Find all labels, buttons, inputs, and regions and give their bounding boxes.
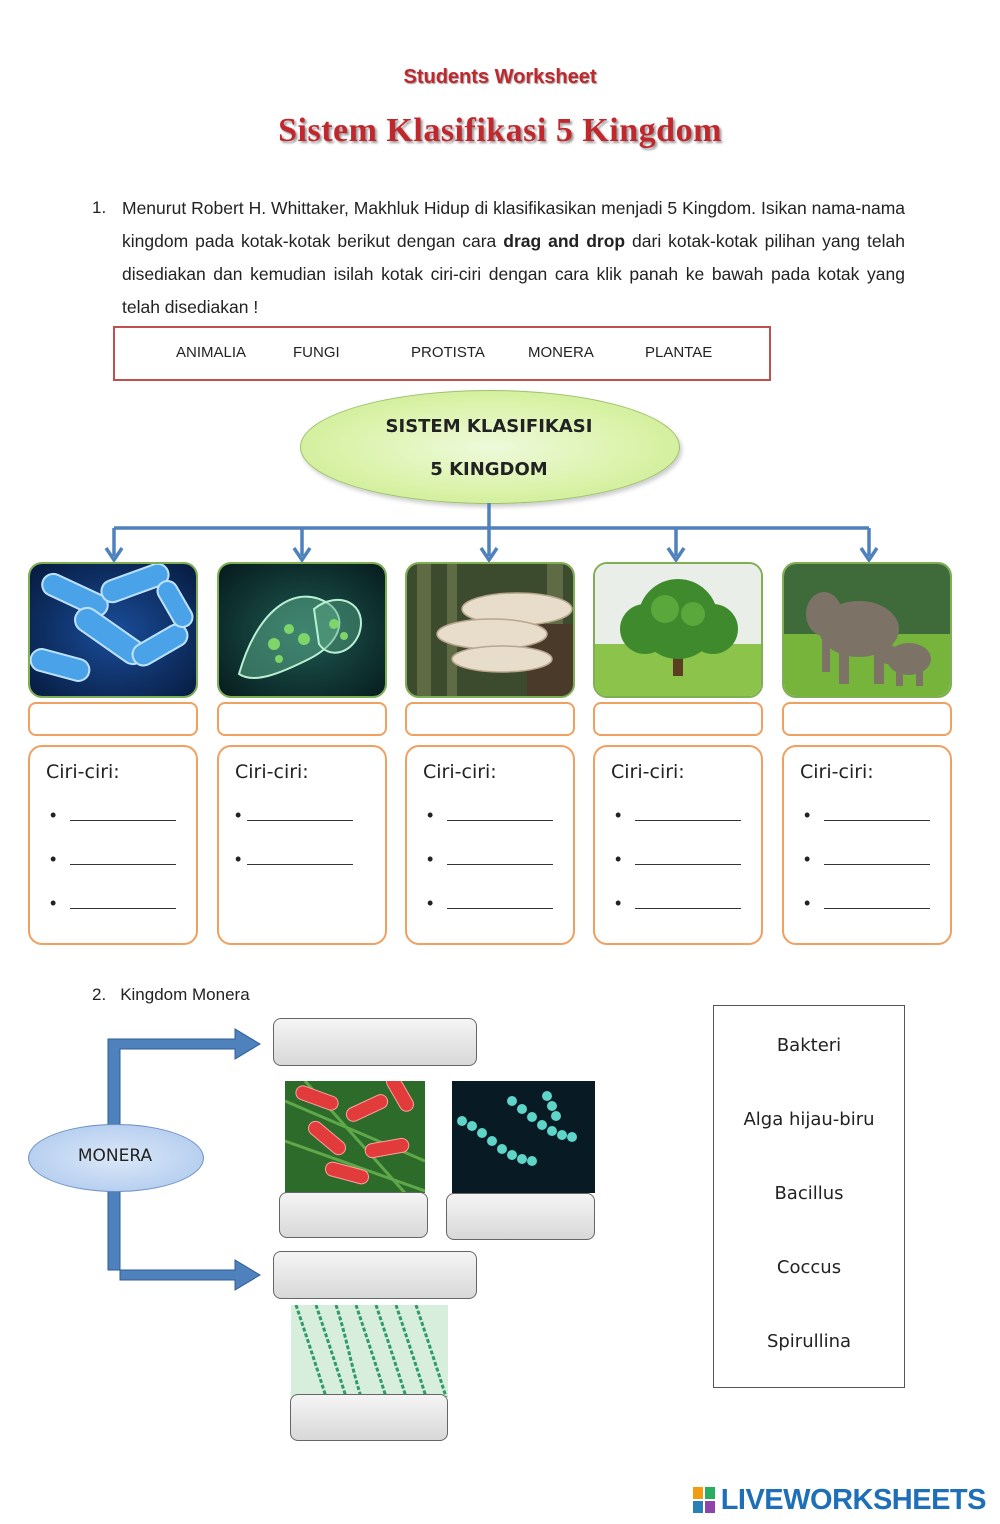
ciri-label-5: Ciri-ciri:: [800, 761, 874, 783]
ciri-line[interactable]: [50, 893, 176, 914]
ciri-label-1: Ciri-ciri:: [46, 761, 120, 783]
question-1-number: 1.: [92, 198, 107, 217]
ciri-line[interactable]: [427, 849, 553, 870]
ciri-bullet: •: [50, 893, 57, 913]
ciri-line[interactable]: [615, 805, 741, 826]
ciri-line[interactable]: [235, 805, 353, 826]
ciri-blank[interactable]: [447, 850, 553, 865]
ciri-blank[interactable]: [70, 806, 176, 821]
question-1-text-part1: Menurut Robert H. Whittaker, Makhluk Hidup di klasifikasikan menjadi 5 Kingdom. Isikan nama-nama kingdom pada kotak-kotak berikut dengan cara: [122, 198, 905, 251]
liveworksheets-logo-icon: [693, 1487, 715, 1513]
ciri-label-4: Ciri-ciri:: [611, 761, 685, 783]
liveworksheets-logo: LIVEWORKSHEETS: [720, 1484, 986, 1516]
option-fungi[interactable]: FUNGI: [293, 344, 340, 361]
question-2-number: 2.: [92, 985, 107, 1004]
protista-image: [217, 562, 387, 698]
question-2-heading: [92, 985, 250, 1005]
ciri-bullet: •: [804, 805, 811, 825]
ciri-blank[interactable]: [447, 806, 553, 821]
ciri-blank[interactable]: [635, 894, 741, 909]
spirullina-answer-box[interactable]: [290, 1394, 448, 1441]
kingdom-name-box-1[interactable]: [28, 702, 198, 736]
ciri-bullet: •: [50, 849, 57, 869]
coccus-image: [452, 1081, 595, 1193]
option-plantae[interactable]: PLANTAE: [645, 344, 713, 361]
ciri-line[interactable]: [235, 849, 353, 870]
kingdom-name-box-5[interactable]: [782, 702, 952, 736]
option-protista[interactable]: PROTISTA: [411, 344, 485, 361]
answer-bacillus[interactable]: Bacillus: [774, 1183, 844, 1204]
ciri-bullet: •: [427, 849, 434, 869]
ciri-bullet: •: [615, 893, 622, 913]
answer-coccus[interactable]: Coccus: [776, 1257, 842, 1278]
ciri-label-2: Ciri-ciri:: [235, 761, 309, 783]
answer-bakteri[interactable]: Bakteri: [776, 1035, 842, 1056]
ciri-bullet: •: [50, 805, 57, 825]
connector-arrows: [0, 0, 1000, 570]
ciri-bullet: •: [427, 805, 434, 825]
ciri-blank[interactable]: [247, 850, 353, 865]
ciri-box-2[interactable]: [217, 745, 387, 945]
question-2-label: Kingdom Monera: [120, 985, 250, 1004]
ciri-blank[interactable]: [70, 894, 176, 909]
ciri-box-4[interactable]: [593, 745, 763, 945]
bacillus-answer-box[interactable]: [279, 1192, 428, 1238]
ciri-label-3: Ciri-ciri:: [423, 761, 497, 783]
ciri-blank[interactable]: [824, 850, 930, 865]
ciri-box-1[interactable]: [28, 745, 198, 945]
kingdom-name-box-4[interactable]: [593, 702, 763, 736]
elephant-image: [782, 562, 952, 698]
tree-image: [593, 562, 763, 698]
bacillus-image: [285, 1081, 425, 1193]
ciri-line[interactable]: [804, 805, 930, 826]
monera-label: MONERA: [77, 1146, 153, 1166]
mushroom-image: [405, 562, 575, 698]
monera-group-box-1[interactable]: [273, 1018, 477, 1066]
ciri-line[interactable]: [804, 849, 930, 870]
ciri-line[interactable]: [804, 893, 930, 914]
ciri-bullet: •: [615, 849, 622, 869]
ciri-bullet: •: [804, 849, 811, 869]
question-1-text-part2: dari kotak-kotak pilihan yang telah disediakan dan kemudian isilah kotak ciri-ciri dengan cara klik panah ke bawah pada kotak yang telah disediakan !: [122, 231, 905, 317]
answer-alga-hijau-biru[interactable]: Alga hijau-biru: [743, 1109, 875, 1130]
worksheet-subtitle: Students Worksheet: [403, 66, 597, 88]
root-title-line1: SISTEM KLASIFIKASI: [385, 416, 593, 437]
question-1-text-bold: drag and drop: [503, 231, 626, 251]
ciri-blank[interactable]: [247, 806, 353, 821]
ciri-blank[interactable]: [70, 850, 176, 865]
ciri-line[interactable]: [50, 849, 176, 870]
ciri-box-5[interactable]: [782, 745, 952, 945]
ciri-line[interactable]: [50, 805, 176, 826]
coccus-answer-box[interactable]: [446, 1193, 595, 1240]
ciri-line[interactable]: [615, 893, 741, 914]
ciri-bullet: •: [615, 805, 622, 825]
kingdom-name-box-2[interactable]: [217, 702, 387, 736]
spirullina-image: [291, 1305, 448, 1397]
ciri-blank[interactable]: [824, 806, 930, 821]
ciri-blank[interactable]: [824, 894, 930, 909]
ciri-bullet: •: [235, 849, 242, 869]
worksheet-title: Sistem Klasifikasi 5 Kingdom: [278, 112, 722, 149]
ciri-blank[interactable]: [635, 806, 741, 821]
ciri-bullet: •: [235, 805, 242, 825]
ciri-bullet: •: [804, 893, 811, 913]
ciri-box-3[interactable]: [405, 745, 575, 945]
bacteria-image: [28, 562, 198, 698]
ciri-line[interactable]: [615, 849, 741, 870]
ciri-bullet: •: [427, 893, 434, 913]
ciri-blank[interactable]: [447, 894, 553, 909]
answer-spirullina[interactable]: Spirullina: [766, 1331, 852, 1352]
monera-group-box-2[interactable]: [273, 1251, 477, 1299]
kingdom-name-box-3[interactable]: [405, 702, 575, 736]
root-title-line2: 5 KINGDOM: [430, 459, 548, 480]
option-monera[interactable]: MONERA: [528, 344, 594, 361]
option-animalia[interactable]: ANIMALIA: [176, 344, 247, 361]
ciri-line[interactable]: [427, 805, 553, 826]
ciri-blank[interactable]: [635, 850, 741, 865]
ciri-line[interactable]: [427, 893, 553, 914]
